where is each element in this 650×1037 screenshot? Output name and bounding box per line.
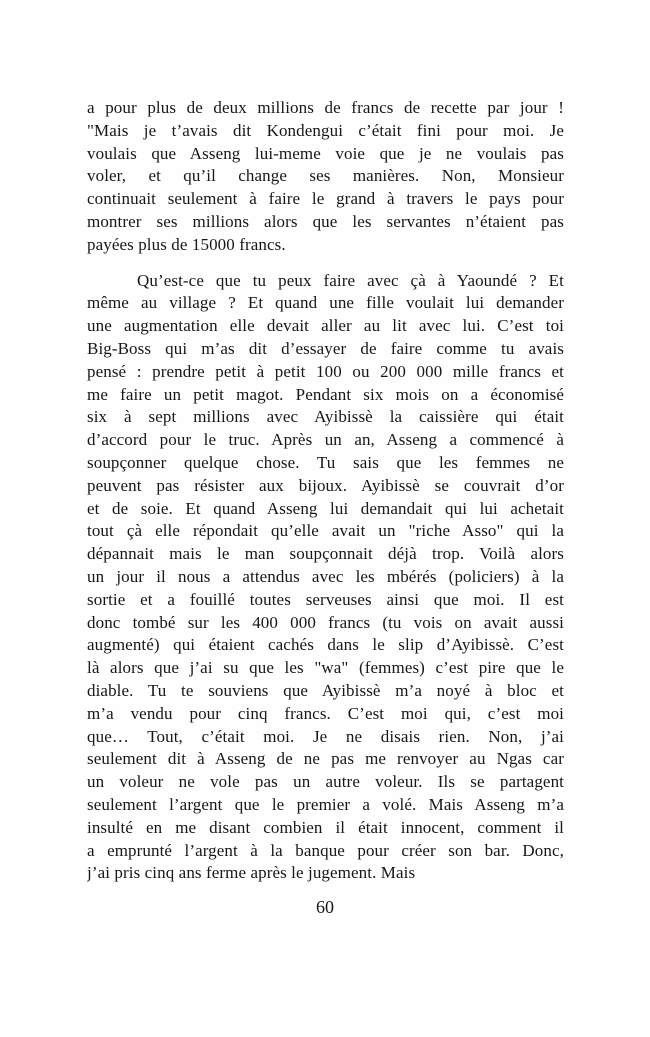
text-line: donc tombé sur les 400 000 francs (tu vois on avait aussi: [87, 612, 564, 632]
text-line: six à sept millions avec Ayibissè la caissière qui était: [87, 407, 564, 427]
text-line: payées plus de 15000 francs.: [87, 234, 286, 254]
page-number: 60: [316, 897, 334, 917]
text-line: a pour plus de deux millions de francs de recette par jour !: [87, 98, 564, 117]
text-line: seulement l’argent que le premier a volé. Mais Asseng m’a: [87, 794, 564, 814]
text-line: "Mais je t’avais dit Kondengui c’était fini pour moi. Je: [87, 120, 564, 140]
text-block: [87, 97, 564, 898]
text-line: m’a vendu pour cinq francs. C’est moi qui, c’est moi: [87, 703, 564, 723]
text-line: d’accord pour le truc. Après un an, Asseng a commencé à: [87, 430, 564, 450]
text-line: seulement dit à Asseng de ne pas me renvoyer au Ngas car: [87, 749, 564, 769]
text-line: sortie et a fouillé toutes serveuses ainsi que moi. Il est: [87, 589, 564, 609]
text-line: peuvent pas résister aux bijoux. Ayibissè se couvrait d’or: [87, 475, 564, 495]
text-line: insulté en me disant combien il était innocent, comment il: [87, 817, 564, 837]
text-line: dépannait mais le man soupçonnait déjà trop. Voilà alors: [87, 544, 564, 564]
text-line: me faire un petit magot. Pendant six mois on a économisé: [87, 384, 564, 404]
text-line: soupçonner quelque chose. Tu sais que les femmes ne: [87, 452, 564, 472]
text-line: que… Tout, c’était moi. Je ne disais rien. Non, j’ai: [87, 726, 564, 746]
text-line: voler, et qu’il change ses manières. Non, Monsieur: [87, 166, 564, 186]
text-line: là alors que j’ai su que les "wa" (femmes) c’est pire que le: [87, 658, 564, 678]
paragraph: [87, 270, 564, 886]
text-line: j’ai pris cinq ans ferme après le jugement. Mais: [87, 863, 416, 883]
paragraph: [87, 97, 564, 257]
text-line: un jour il nous a attendus avec les mbérés (policiers) à la: [87, 566, 564, 586]
text-line: même au village ? Et quand une fille voulait lui demander: [87, 293, 564, 313]
text-line: diable. Tu te souviens que Ayibissè m’a noyé à bloc et: [87, 680, 564, 700]
text-line: une augmentation elle devait aller au lit avec lui. C’est toi: [87, 316, 564, 336]
text-line: augmenté) qui étaient cachés dans le slip d’Ayibissè. C’est: [87, 635, 564, 655]
text-line: un voleur ne vole pas un autre voleur. Ils se partagent: [87, 772, 564, 792]
text-line: a emprunté l’argent à la banque pour créer son bar. Donc,: [87, 840, 564, 860]
text-line: Big-Boss qui m’as dit d’essayer de faire comme tu avais: [87, 338, 564, 358]
text-line: montrer ses millions alors que les servantes n’étaient pas: [87, 211, 564, 231]
text-line: Qu’est-ce que tu peux faire avec çà à Yaoundé ? Et: [137, 270, 564, 290]
text-line: continuait seulement à faire le grand à travers le pays pour: [87, 189, 564, 209]
text-line: voulais que Asseng lui-meme voie que je ne voulais pas: [87, 143, 564, 163]
text-line: et de soie. Et quand Asseng lui demandait qui lui achetait: [87, 498, 564, 518]
text-line: tout çà elle répondait qu’elle avait un "riche Asso" qui la: [87, 521, 564, 541]
text-line: pensé : prendre petit à petit 100 ou 200 000 mille francs et: [87, 361, 564, 381]
